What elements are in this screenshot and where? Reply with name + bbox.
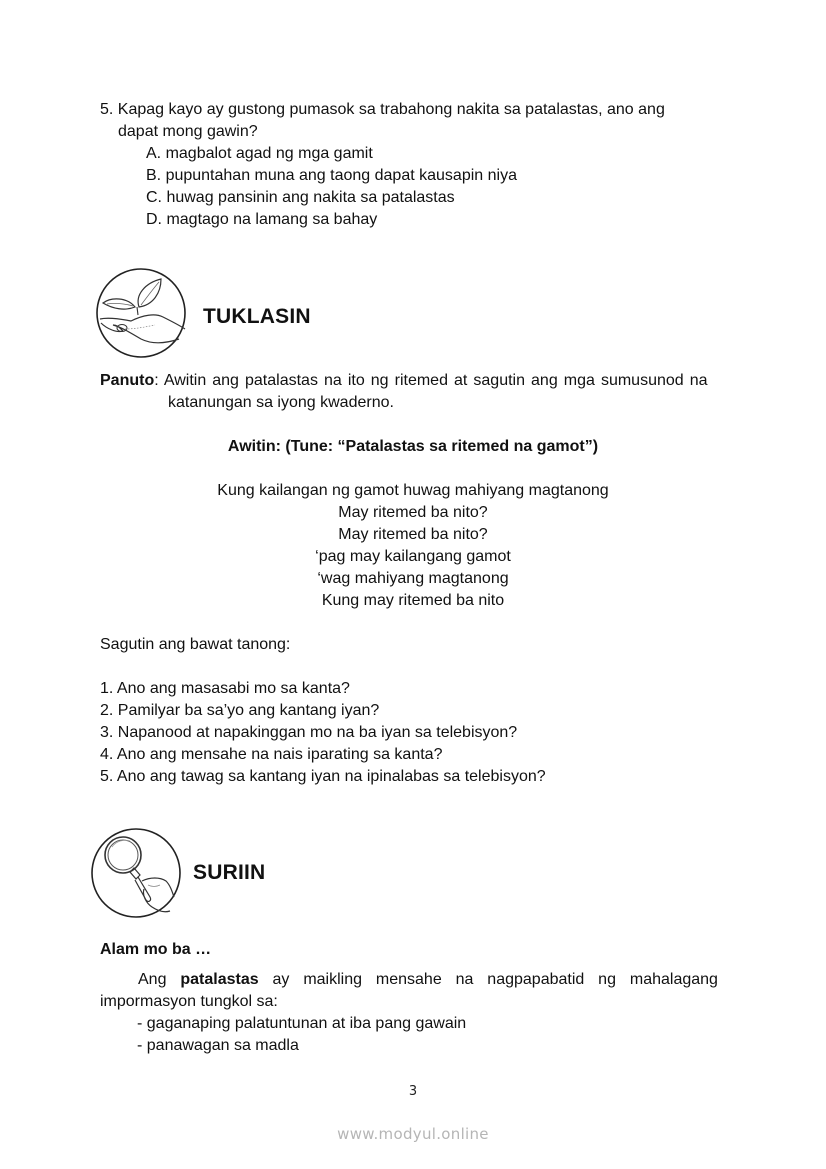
definition-line1 [138, 969, 718, 991]
choice-b: B. pupuntahan muna ang taong dapat kausapin niya [146, 167, 517, 184]
panuto-line2: katanungan sa iyong kwaderno. [168, 394, 394, 411]
tuklasin-heading: TUKLASIN [203, 305, 311, 328]
question-item: 5. Ano ang tawag sa kantang iyan na ipinalabas sa telebisyon? [100, 768, 546, 785]
question-item: 3. Napanood at napakinggan mo na ba iyan sa telebisyon? [100, 724, 518, 741]
choice-c: C. huwag pansinin ang nakita sa patalastas [146, 189, 455, 206]
question-item: 2. Pamilyar ba sa’yo ang kantang iyan? [100, 702, 380, 719]
lyric-line: May ritemed ba nito? [338, 526, 488, 543]
watermark: www.modyul.online [337, 1125, 489, 1143]
question-item: 4. Ano ang mensahe na nais iparating sa kanta? [100, 746, 443, 763]
keyword-patalastas: patalastas [180, 971, 259, 988]
magnifying-glass-icon [90, 827, 182, 919]
choice-d: D. magtago na lamang sa bahay [146, 211, 378, 228]
question-item: 1. Ano ang masasabi mo sa kanta? [100, 680, 350, 697]
question-5-stem-line1: 5. Kapag kayo ay gustong pumasok sa trabahong nakita sa patalastas, ano ang [100, 101, 665, 118]
lyric-line: May ritemed ba nito? [338, 504, 488, 521]
lyric-line: Kung may ritemed ba nito [321, 592, 505, 609]
word: Ang [138, 971, 167, 988]
song-title: Awitin: (Tune: “Patalastas sa ritemed na gamot”) [227, 438, 599, 455]
lyric-line: ‘wag mahiyang magtanong [317, 570, 509, 587]
lyric-line: ‘pag may kailangang gamot [315, 548, 511, 565]
panuto-text: : Awitin ang patalastas na ito ng ritemed at sagutin ang mga sumusunod na [154, 372, 708, 389]
word: mensahe [375, 971, 442, 988]
word: mahalagang [629, 971, 718, 988]
word: ng [598, 971, 616, 988]
hand-holding-plant-icon [95, 267, 187, 359]
word: ay [272, 971, 290, 988]
suriin-subheading: Alam mo ba … [100, 941, 212, 958]
question-5-stem-line2: dapat mong gawin? [118, 123, 258, 140]
panuto-line1 [100, 370, 708, 392]
choice-a: A. magbalot agad ng mga gamit [146, 145, 373, 162]
bullet-item: - gaganaping palatuntunan at iba pang gawain [137, 1015, 467, 1032]
definition-line2: impormasyon tungkol sa: [100, 993, 278, 1010]
suriin-heading: SURIIN [193, 861, 266, 884]
word: na [455, 971, 474, 988]
word: maikling [303, 971, 362, 988]
lyric-line: Kung kailangan ng gamot huwag mahiyang magtanong [217, 482, 609, 499]
word: nagpapabatid [487, 971, 585, 988]
questions-intro: Sagutin ang bawat tanong: [100, 636, 291, 653]
panuto-label: Panuto [100, 372, 155, 389]
page-number: 3 [408, 1084, 418, 1099]
bullet-item: - panawagan sa madla [137, 1037, 299, 1054]
